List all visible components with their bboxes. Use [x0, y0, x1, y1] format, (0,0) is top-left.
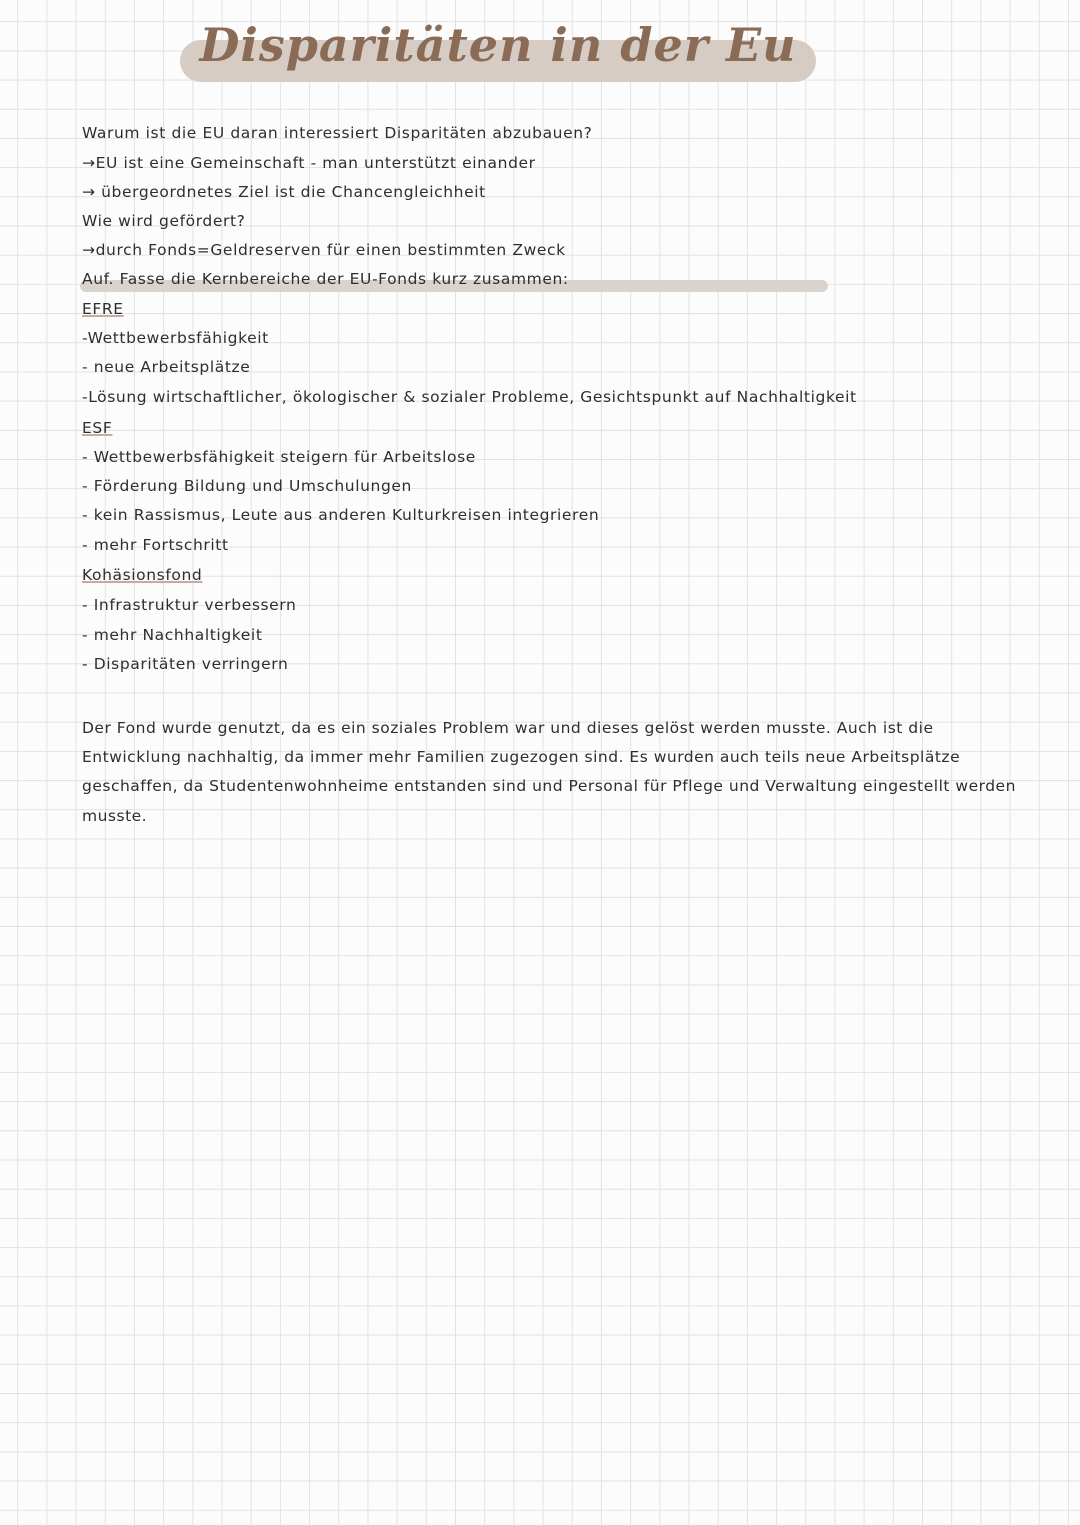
esf-item-education: - Förderung Bildung und Umschulungen	[82, 477, 412, 495]
esf-item-unemployed: - Wettbewerbsfähigkeit steigern für Arbeitslose	[82, 448, 476, 466]
question-why: Warum ist die EU daran interessiert Disparitäten abzubauen?	[82, 124, 593, 142]
kf-item-disparities: - Disparitäten verringern	[82, 655, 289, 673]
heading-esf: ESF	[82, 419, 113, 437]
efre-item-jobs: - neue Arbeitsplätze	[82, 358, 251, 376]
heading-kohaesionsfond: Kohäsionsfond	[82, 566, 203, 584]
efre-item-competitiveness: -Wettbewerbsfähigkeit	[82, 329, 269, 347]
kf-item-sustainability: - mehr Nachhaltigkeit	[82, 626, 263, 644]
efre-item-problems: -Lösung wirtschaftlicher, ökologischer & sozialer Probleme, Gesichtspunkt auf Nachhaltigkeit	[82, 388, 857, 406]
question-how: Wie wird gefördert?	[82, 212, 246, 230]
heading-efre: EFRE	[82, 300, 124, 318]
answer-goal: → übergeordnetes Ziel ist die Chancengleichheit	[82, 183, 486, 201]
kf-item-infrastructure: - Infrastruktur verbessern	[82, 596, 297, 614]
task-line: Auf. Fasse die Kernbereiche der EU-Fonds kurz zusammen:	[82, 270, 569, 288]
esf-item-progress: - mehr Fortschritt	[82, 536, 229, 554]
conclusion-paragraph: Der Fond wurde genutzt, da es ein soziales Problem war und dieses gelöst werden musste. Auch ist die Entwicklung nachhaltig, da immer mehr Familien zugezogen sind. Es wurden auch teils neue Arbeitsplätze geschaffen, da Studentenwohnheime entstanden sind und Personal für Pflege und Verwaltung eingestellt werden musste.	[82, 719, 1016, 825]
esf-item-integration: - kein Rassismus, Leute aus anderen Kulturkreisen integrieren	[82, 506, 600, 524]
answer-community: →EU ist eine Gemeinschaft - man unterstützt einander	[82, 154, 536, 172]
page-title: Disparitäten in der Eu	[199, 18, 797, 72]
answer-funds: →durch Fonds=Geldreserven für einen bestimmten Zweck	[82, 241, 566, 259]
